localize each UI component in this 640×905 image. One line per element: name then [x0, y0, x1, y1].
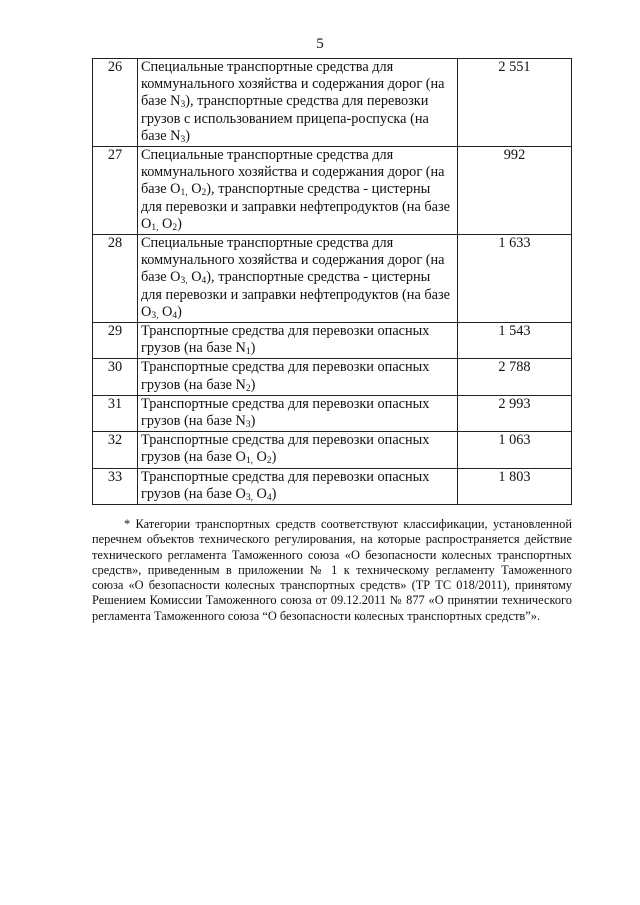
vehicle-count: 1 063: [458, 432, 572, 468]
table-row: [93, 235, 572, 323]
category-subscript: 4: [266, 492, 272, 503]
vehicle-count: 1 803: [458, 468, 572, 504]
row-number: 27: [93, 147, 138, 235]
description-text: ): [185, 127, 191, 144]
category-subscript: 3,: [151, 310, 159, 321]
description-text: ): [271, 485, 277, 502]
description-text: Специальные транспортные средства для коммунального хозяйства и содержания дорог (на базе O: [141, 235, 445, 286]
vehicle-description: [138, 395, 458, 431]
description-text: Транспортные средства для перевозки опасных грузов (на базе O: [141, 468, 430, 502]
row-number: 33: [93, 468, 138, 504]
row-number: 30: [93, 359, 138, 395]
vehicle-count: 2 551: [458, 59, 572, 147]
vehicle-description: [138, 432, 458, 468]
category-subscript: 2: [172, 222, 178, 233]
vehicle-description: [138, 468, 458, 504]
description-text: Специальные транспортные средства для коммунального хозяйства и содержания дорог (на базе N: [141, 59, 445, 110]
vehicle-description: [138, 323, 458, 359]
row-number: 26: [93, 59, 138, 147]
description-text: Специальные транспортные средства для коммунального хозяйства и содержания дорог (на базе O: [141, 147, 445, 198]
description-text: ): [250, 413, 256, 430]
table-row: [93, 147, 572, 235]
description-text: Транспортные средства для перевозки опасных грузов (на базе O: [141, 432, 430, 466]
description-text: O: [252, 449, 267, 466]
description-text: O: [252, 485, 267, 502]
row-number: 28: [93, 235, 138, 323]
description-text: O: [158, 303, 173, 320]
table-row: [93, 359, 572, 395]
row-number: 32: [93, 432, 138, 468]
description-text: O: [158, 215, 173, 232]
row-number: 29: [93, 323, 138, 359]
page-number: 5: [316, 36, 324, 52]
category-subscript: 3: [245, 420, 251, 431]
vehicle-description: [138, 235, 458, 323]
vehicle-count: 992: [458, 147, 572, 235]
description-text: ): [250, 376, 256, 393]
category-subscript: 3,: [245, 492, 253, 503]
description-text: Транспортные средства для перевозки опасных грузов (на базе N: [141, 395, 430, 430]
category-subscript: 2: [201, 188, 207, 199]
table-row: [93, 395, 572, 431]
category-subscript: 4: [201, 276, 207, 287]
vehicle-count: 1 543: [458, 323, 572, 359]
category-subscript: 4: [172, 310, 178, 321]
description-text: ): [177, 303, 182, 320]
description-text: ), транспортные средства - цистерны для перевозки и заправки нефтепродуктов (на базе O: [141, 269, 450, 320]
category-subscript: 2: [245, 383, 251, 394]
description-text: ): [177, 215, 182, 232]
table-body: [93, 59, 572, 505]
category-subscript: 3: [180, 100, 186, 111]
table-row: [93, 323, 572, 359]
table-row: [93, 468, 572, 504]
table-row: [93, 59, 572, 147]
footnote: * Категории транспортных средств соответствуют классификации, установленной перечнем объектов технического регулирования, на которые распространяется действие технического регламента Таможенного союза «О безопасности колесных транспортных средств», приведенным в приложении № 1 к техническому регламенту Таможенного союза «О безопасности колесных транспортных средств» (ТР ТС 018/2011), принятому Решением Комиссии Таможенного союза от 09.12.2011 № 877 «О принятии технического регламента Таможенного союза “О безопасности колесных транспортных средств”».: [92, 517, 572, 623]
vehicle-description: [138, 147, 458, 235]
vehicle-description: [138, 59, 458, 147]
description-text: ): [250, 340, 256, 357]
category-subscript: 1,: [151, 222, 159, 233]
description-text: Транспортные средства для перевозки опасных грузов (на базе N: [141, 323, 430, 357]
description-text: O: [187, 181, 202, 198]
category-subscript: 1,: [180, 188, 188, 199]
vehicle-count: 2 993: [458, 395, 572, 431]
table-row: [93, 432, 572, 468]
category-subscript: 2: [266, 456, 272, 467]
vehicle-count: 1 633: [458, 235, 572, 323]
category-subscript: 3,: [180, 276, 188, 287]
description-text: O: [187, 269, 202, 286]
category-subscript: 3: [180, 134, 186, 145]
description-text: ), транспортные средства - цистерны для перевозки и заправки нефтепродуктов (на базе O: [141, 181, 450, 232]
description-text: ): [271, 449, 277, 466]
description-text: Транспортные средства для перевозки опасных грузов (на базе N: [141, 359, 430, 393]
category-subscript: 1,: [245, 456, 253, 467]
row-number: 31: [93, 395, 138, 431]
description-text: ), транспортные средства для перевозки грузов с использованием прицепа-роспуска (на базе N: [141, 93, 429, 144]
vehicle-description: [138, 359, 458, 395]
vehicle-category-table: [92, 58, 572, 505]
category-subscript: 1: [245, 347, 251, 358]
vehicle-count: 2 788: [458, 359, 572, 395]
